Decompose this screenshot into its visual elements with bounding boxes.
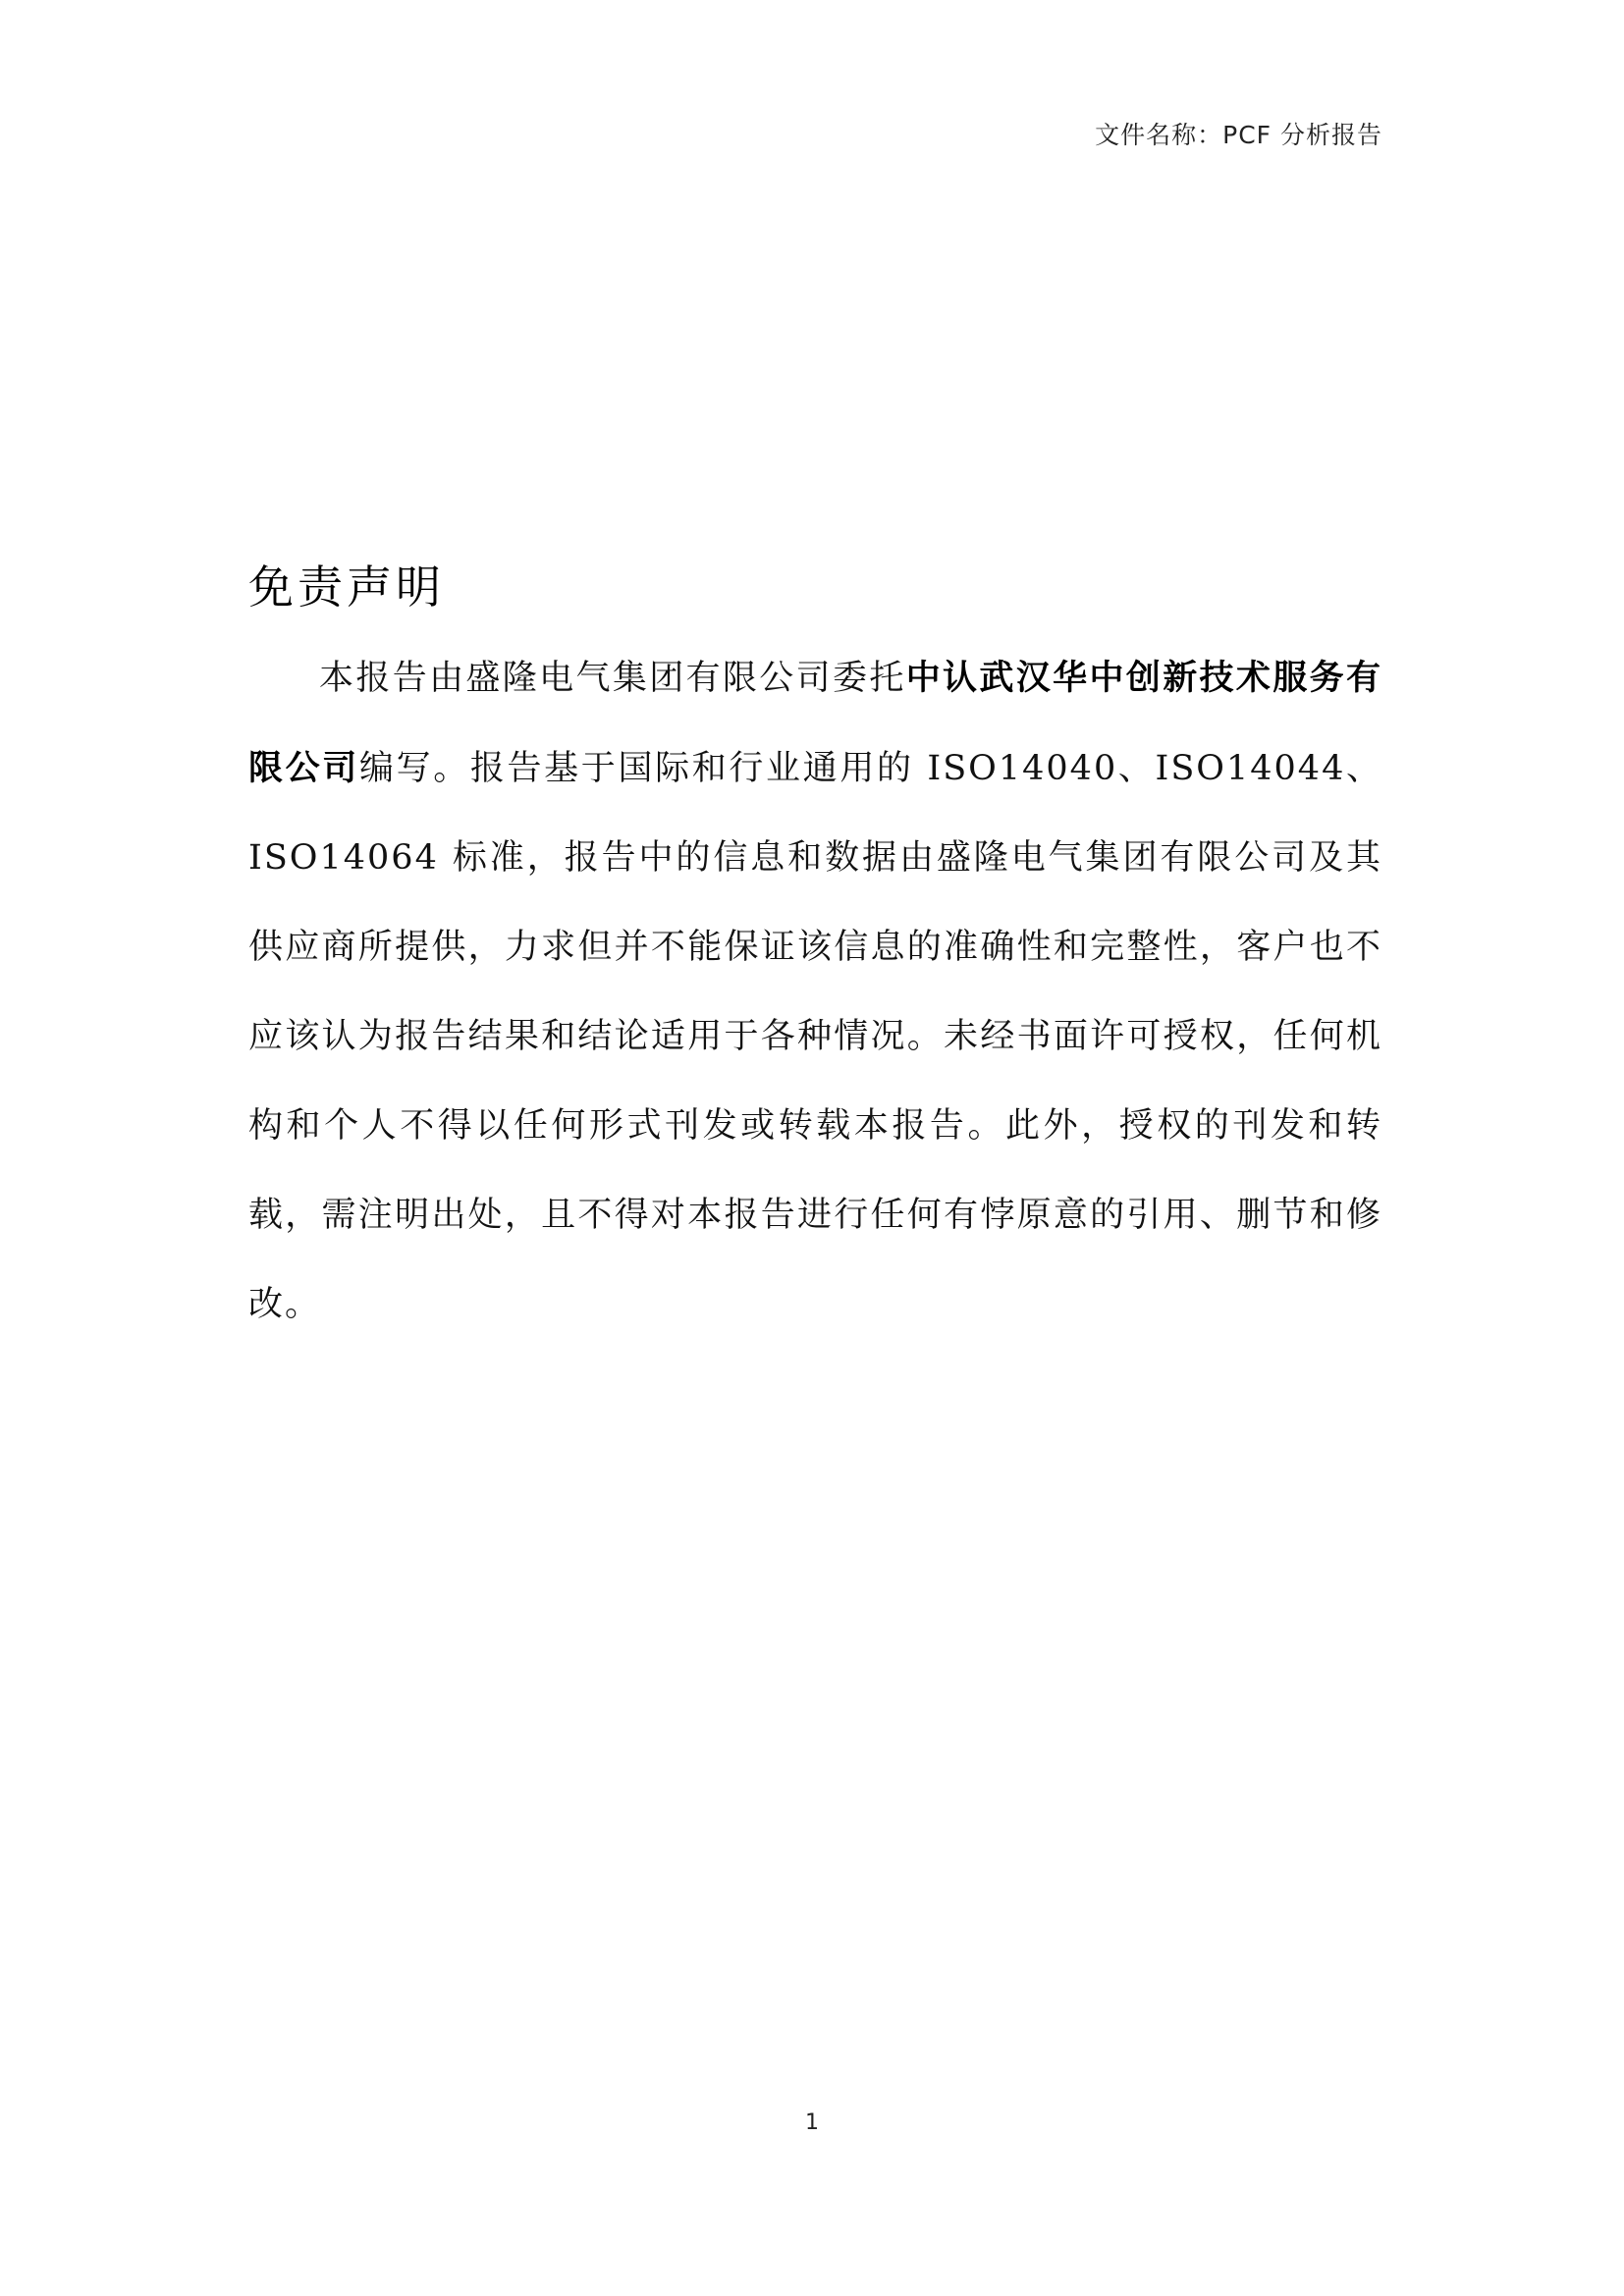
page-title: 免责声明 [248,561,445,614]
disclaimer-paragraph [248,633,1382,1350]
consulting-company-name: 中认武汉华中创新技术服务有限公司 [248,658,1382,788]
disclaimer-text-intro: 本报告由盛隆电气集团有限公司委托 [319,659,906,698]
page-number: 1 [805,2110,819,2135]
disclaimer-text-body: 编写。报告基于国际和行业通用的 ISO14040、ISO14044、ISO14064 标准，报告中的信息和数据由盛隆电气集团有限公司及其供应商所提供，力求但并不能保证该信息的准确性和完整性，客户也不应该认为报告结果和结论适用于各种情况。未经书面许可授权，任何机构和个人不得以任何形式刊发或转载本报告。此外，授权的刊发和转载，需注明出处，且不得对本报告进行任何有悖原意的引用、删节和修改。 [248,749,1382,1324]
document-header-file-name: 文件名称：PCF 分析报告 [1095,121,1382,149]
